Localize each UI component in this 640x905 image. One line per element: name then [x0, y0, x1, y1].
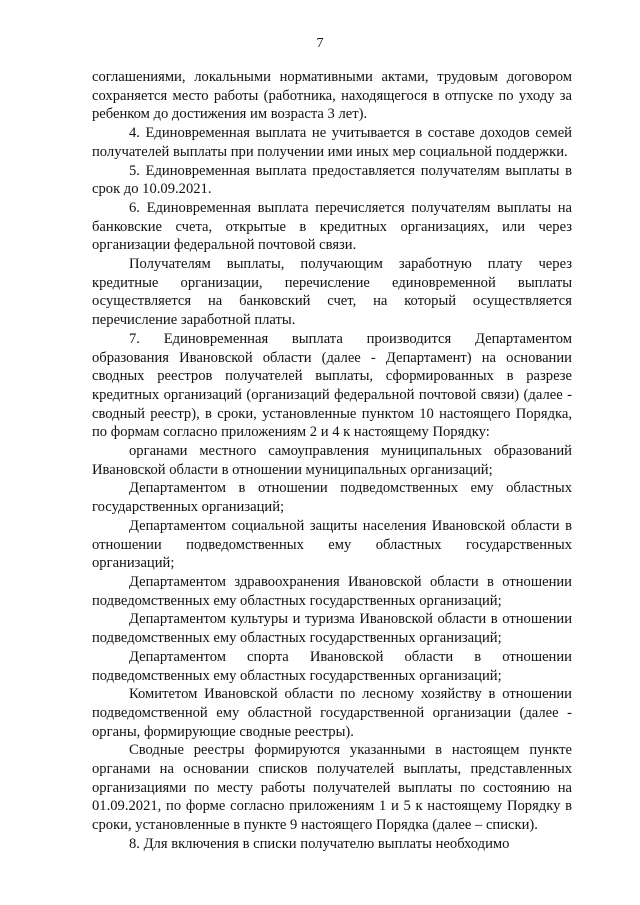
page-number: 7 [316, 36, 324, 51]
document-body [92, 68, 572, 854]
paragraph-consolidated-registers: Сводные реестры формируются указанными в настоящем пункте органами на основании списков получателей выплаты, представленных организациями по месту работы получателей выплаты по состоянию на 01.09.2021, по форме согласно приложениям 1 и 5 к настоящему Порядку в сроки, установленные в пункте 9 настоящего Порядка (далее – списки). [92, 742, 572, 834]
paragraph-item-8: 8. Для включения в списки получателю выплаты необходимо [129, 835, 510, 852]
paragraph-continuation: соглашениями, локальными нормативными актами, трудовым договором сохраняется место работы (работника, находящегося в отпуске по уходу за ребенком до достижения им возраста 3 лет). [92, 69, 572, 123]
paragraph-item-5: 5. Единовременная выплата предоставляется получателям выплаты в срок до 10.09.2021. [92, 162, 572, 198]
list-item-culture-tourism: Департаментом культуры и туризма Ивановской области в отношении подведомственных ему областных государственных организаций; [92, 611, 572, 647]
list-item-social-protection: Департаментом социальной защиты населения Ивановской области в отношении подведомственных ему областных государственных организаций; [92, 517, 572, 572]
list-item-local-governments: органами местного самоуправления муниципальных образований Ивановской области в отношении муниципальных организаций; [92, 443, 572, 478]
list-item-healthcare: Департаментом здравоохранения Ивановской области в отношении подведомственных ему областных государственных организаций; [92, 573, 572, 609]
paragraph-item-6: 6. Единовременная выплата перечисляется получателям выплаты на банковские счета, открытые в кредитных организациях, или через организации федеральной почтовой связи. [92, 199, 572, 254]
list-item-sport: Департаментом спорта Ивановской области в отношении подведомственных ему областных государственных организаций; [92, 648, 572, 684]
paragraph-item-4: 4. Единовременная выплата не учитывается в составе доходов семей получателей выплаты при получении ими иных мер социальной поддержки. [92, 125, 572, 160]
paragraph-item-7: 7. Единовременная выплата производится Департаментом образования Ивановской области (далее - Департамент) на основании сводных реестров получателей выплаты, сформированных в разрезе кредитных организаций (организаций федеральной почтовой связи) (далее - сводный реестр), в сроки, установленные пунктом 10 настоящего Порядка, по формам согласно приложениям 2 и 4 к настоящему Порядку: [92, 330, 572, 441]
list-item-forestry-committee: Комитетом Ивановской области по лесному хозяйству в отношении подведомственной ему областной государственной организации (далее - органы, формирующие сводные реестры). [92, 686, 572, 740]
list-item-department: Департаментом в отношении подведомственных ему областных государственных организаций; [92, 480, 572, 516]
paragraph-salary-recipients: Получателям выплаты, получающим заработную плату через кредитные организации, перечисление единовременной выплаты осуществляется на банковский счет, на который осуществляется перечисление заработной платы. [92, 256, 572, 329]
